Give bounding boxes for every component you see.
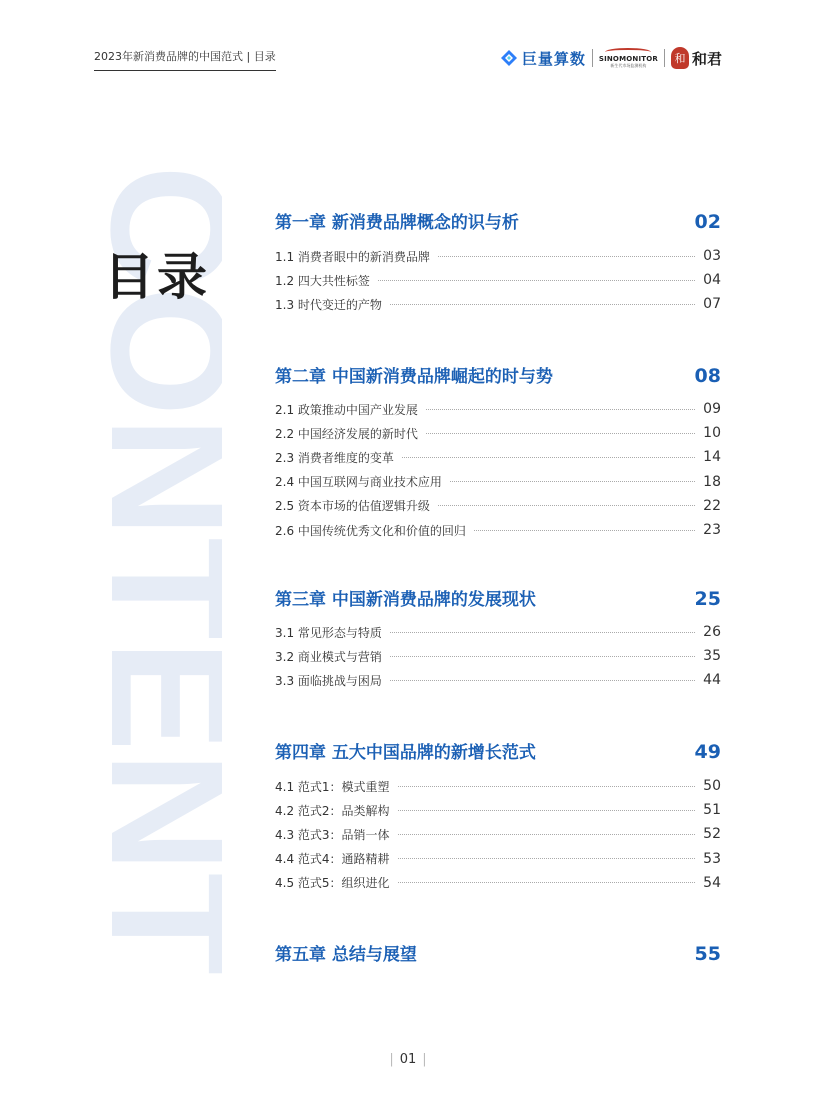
dot-leader xyxy=(390,680,695,681)
dot-leader xyxy=(438,256,695,257)
sinomonitor-logo-text: SINOMONITOR xyxy=(598,55,658,63)
hejun-logo xyxy=(671,47,722,69)
dot-leader xyxy=(378,280,695,281)
toc-entry-page-number: 04 xyxy=(703,272,721,289)
toc-entry-label: 3.1 常见形态与特质 xyxy=(275,625,382,640)
chapter-heading[interactable] xyxy=(275,738,721,763)
page-footer xyxy=(0,1052,816,1067)
toc-entry-label: 2.5 资本市场的估值逻辑升级 xyxy=(275,499,430,514)
page-title: 目录 xyxy=(104,248,210,306)
toc-entry-page-number: 52 xyxy=(703,826,721,843)
toc-entry-label: 3.2 商业模式与营销 xyxy=(275,649,382,664)
sinomonitor-logo xyxy=(599,48,658,68)
toc-entry[interactable] xyxy=(275,802,721,818)
chapter-heading[interactable] xyxy=(275,585,721,610)
juliang-logo-text: 巨量算数 xyxy=(521,49,586,68)
toc-entry-label: 4.2 范式2：品类解构 xyxy=(275,803,390,818)
toc-entry-label: 2.3 消费者维度的变革 xyxy=(275,450,394,465)
toc-entry-page-number: 54 xyxy=(703,874,721,891)
hejun-seal-icon: 和 xyxy=(671,47,689,69)
toc-entry[interactable] xyxy=(275,296,721,312)
chapter-title: 第五章 总结与展望 xyxy=(275,945,417,965)
toc-entry-page-number: 22 xyxy=(703,497,721,514)
sinomonitor-logo-subtext: 新生代市场监测机构 xyxy=(610,63,647,68)
hejun-logo-text: 和君 xyxy=(691,49,722,68)
page-number: 01 xyxy=(399,1052,417,1067)
toc-entry-page-number: 26 xyxy=(703,624,721,640)
toc-entry-label: 4.1 范式1：模式重塑 xyxy=(275,779,390,794)
toc-entry-label: 2.2 中国经济发展的新时代 xyxy=(275,426,418,441)
dot-leader xyxy=(390,656,695,657)
toc-entry[interactable] xyxy=(275,624,721,640)
toc-entry[interactable] xyxy=(275,778,721,794)
toc-entry-page-number: 53 xyxy=(703,850,721,867)
toc-entry[interactable] xyxy=(275,875,721,891)
toc-entry[interactable] xyxy=(275,425,721,441)
dot-leader xyxy=(438,505,695,506)
toc-entry-label: 4.3 范式3：品销一体 xyxy=(275,827,390,842)
chapter-page-number: 08 xyxy=(694,365,721,387)
juliang-logo xyxy=(500,48,586,69)
toc-entry-page-number: 23 xyxy=(703,522,721,538)
dot-leader xyxy=(474,530,695,531)
toc-entry-page-number: 14 xyxy=(703,449,721,466)
toc-entry[interactable] xyxy=(275,248,721,264)
chapter-heading[interactable] xyxy=(275,208,721,233)
toc-entry-label: 3.3 面临挑战与困局 xyxy=(275,673,382,688)
chapter-title: 第四章 五大中国品牌的新增长范式 xyxy=(275,743,536,763)
dot-leader xyxy=(426,433,695,434)
toc-entry-page-number: 18 xyxy=(703,473,721,490)
toc-entry-label: 2.4 中国互联网与商业技术应用 xyxy=(275,475,442,490)
dot-leader xyxy=(398,786,696,787)
chapter-page-number: 02 xyxy=(694,211,721,233)
dot-leader xyxy=(398,810,696,811)
toc-entry-label: 4.5 范式5：组织进化 xyxy=(275,876,390,891)
dot-leader xyxy=(398,882,696,883)
header-title: 2023年新消费品牌的中国范式 | 目录 xyxy=(94,48,276,71)
toc-entry[interactable] xyxy=(275,272,721,288)
toc-entry-page-number: 07 xyxy=(703,296,721,313)
juliang-diamond-icon xyxy=(500,49,518,67)
toc-entry[interactable] xyxy=(275,826,721,842)
chapter-page-number: 55 xyxy=(694,943,721,965)
chapter-title: 第三章 中国新消费品牌的发展现状 xyxy=(275,590,536,610)
toc-entry-page-number: 10 xyxy=(703,425,721,442)
toc-entry[interactable] xyxy=(275,522,721,538)
footer-bar-right: | xyxy=(422,1052,427,1067)
toc-entry[interactable] xyxy=(275,648,721,664)
toc-entry-label: 2.6 中国传统优秀文化和价值的回归 xyxy=(275,523,466,538)
toc-entry-label: 1.3 时代变迁的产物 xyxy=(275,297,382,312)
chapter-title: 第二章 中国新消费品牌崛起的时与势 xyxy=(275,367,553,387)
content-watermark-text: CONTENT xyxy=(90,165,222,975)
dot-leader xyxy=(390,304,695,305)
chapter-heading[interactable] xyxy=(275,940,721,965)
dot-leader xyxy=(390,632,695,633)
toc-entry-page-number: 09 xyxy=(703,401,721,417)
toc-entry-page-number: 50 xyxy=(703,778,721,794)
toc-entry[interactable] xyxy=(275,851,721,867)
chapter-page-number: 25 xyxy=(694,588,721,610)
dot-leader xyxy=(398,834,696,835)
toc-entry-page-number: 35 xyxy=(703,648,721,665)
toc-entry[interactable] xyxy=(275,498,721,514)
footer-bar-left: | xyxy=(389,1052,394,1067)
logo-divider xyxy=(592,49,593,67)
toc-entry[interactable] xyxy=(275,449,721,465)
logo-divider xyxy=(664,49,665,67)
partner-logos xyxy=(500,44,722,72)
toc-entry-page-number: 51 xyxy=(703,802,721,819)
dot-leader xyxy=(402,457,695,458)
dot-leader xyxy=(426,409,695,410)
toc-entry[interactable] xyxy=(275,474,721,490)
dot-leader xyxy=(450,481,695,482)
toc-entry-label: 2.1 政策推动中国产业发展 xyxy=(275,402,418,417)
toc-entry-label: 1.1 消费者眼中的新消费品牌 xyxy=(275,249,430,264)
toc-entry[interactable] xyxy=(275,672,721,688)
chapter-heading[interactable] xyxy=(275,362,721,387)
chapter-title: 第一章 新消费品牌概念的识与析 xyxy=(275,213,519,233)
toc-entry-page-number: 03 xyxy=(703,248,721,264)
dot-leader xyxy=(398,858,696,859)
toc-entry-label: 4.4 范式4：通路精耕 xyxy=(275,852,390,867)
toc-entry-label: 1.2 四大共性标签 xyxy=(275,273,370,288)
toc-entry[interactable] xyxy=(275,401,721,417)
chapter-page-number: 49 xyxy=(694,741,721,763)
toc-entry-page-number: 44 xyxy=(703,672,721,689)
